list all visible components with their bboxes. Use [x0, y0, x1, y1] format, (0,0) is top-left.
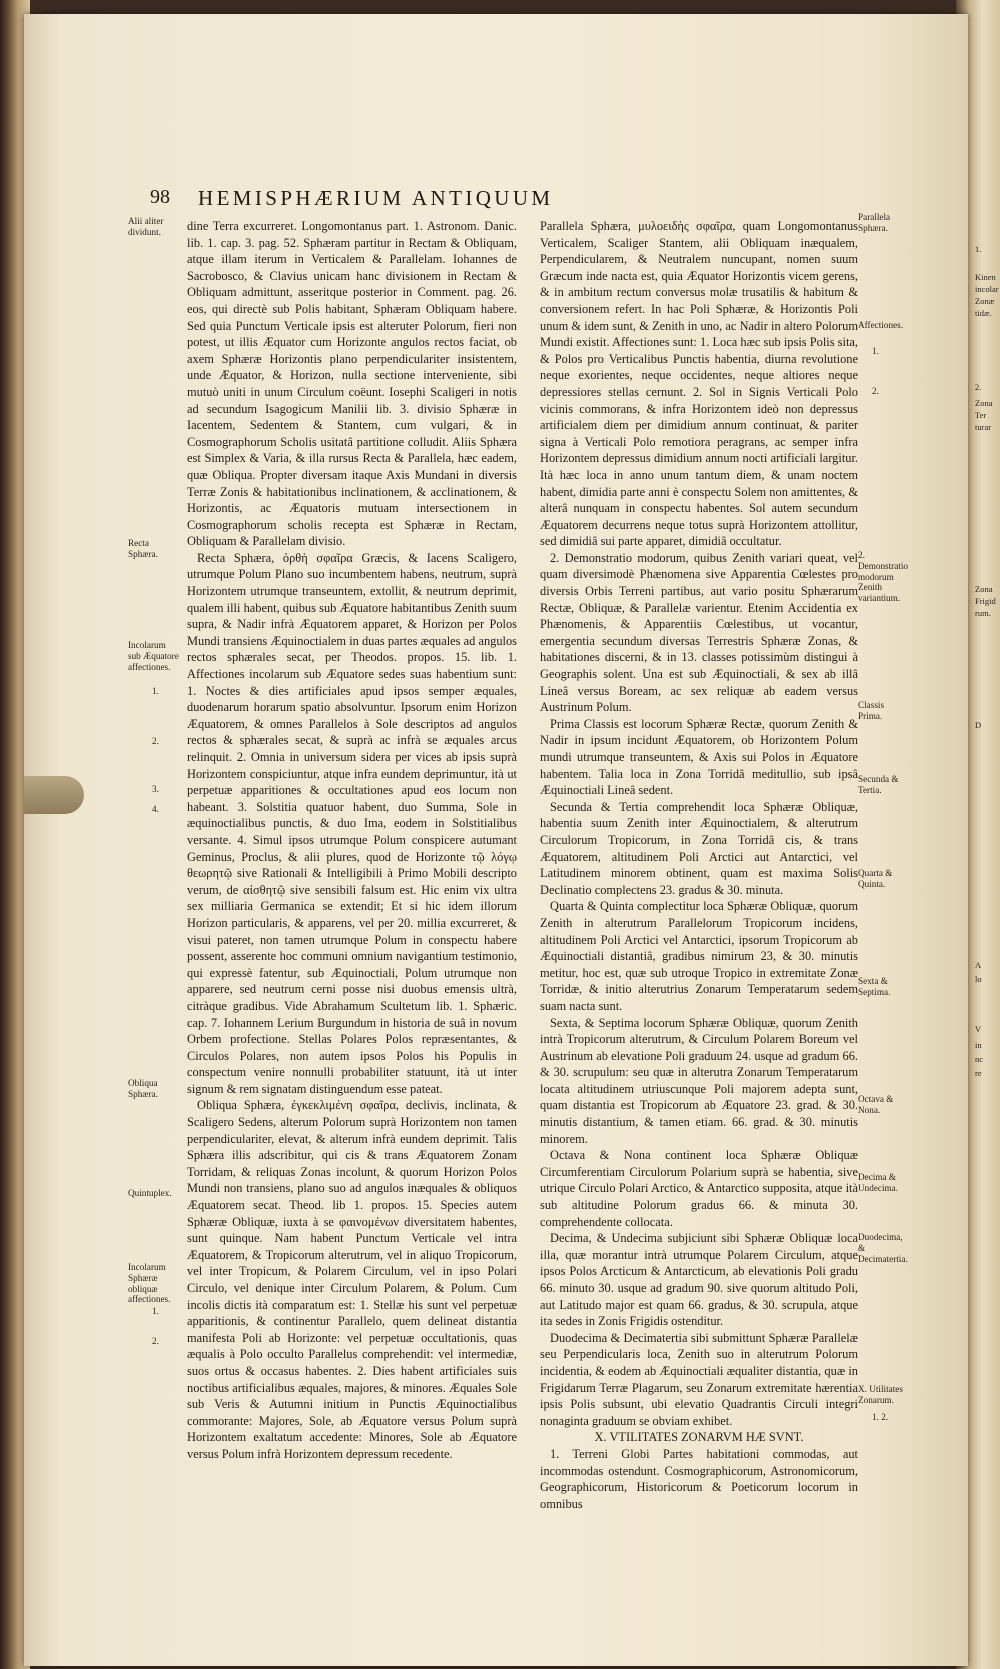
margin-note: 1. [152, 1306, 159, 1316]
margin-note: Parallela Sphæra. [858, 212, 891, 233]
margin-note: Sexta & Septima. [858, 976, 891, 997]
facing-page-fragment: re [975, 1068, 982, 1078]
right-paragraph: 2. Demonstratio modorum, quibus Zenith variari queat, vel quam diversimodè Phænomena sive Apparentia Cœlestes pro diversis Orbis Terreni partibus, aut vario positu Sphærarum Rectæ, Obliquæ, & Parallelæ varientur. Etenim Accidentia ex Phænomenis, & Apparentiis Cœlestibus, ut vocantur, emergentia secundum diversas Terrestris Sphæræ Zonas, & habitationes discerni, & in 13. classes potissimùm distingui à Geographis solent. Una est sub Æquinoctiali, & sex ab illâ Lineâ versus Boream, ac sex reliquæ ab eadem versus Austrinum Polum. [540, 550, 858, 715]
left-paragraph: dine Terra excurreret. Longomontanus part. 1. Astronom. Danic. lib. 1. cap. 3. pag. 52. Sphæram partitur in Rectam & Obliquam, atque illam iterum in Verticalem & Parallelam. Iohannes de Sacrobosco, & Clavius unicam hanc divisionem in Rectam & Obliquam admittunt, asseritque posterior in Comment. pag. 26. eos, qui directè sub Polis habitant, Sphæram Obliquam habere. Sed quia Punctum Verticale ipsis est alteruter Polorum, fieri non potest, ut illis Æquator cum Horizonte angulos rectos faciat, ob axem Sphæræ Horizontis plano perpendiculariter insistentem, unde Æquator, & Horizon, nulla sectione interveniente, sibi mutuò uniti in unum Circulum coëunt. Iosephi Scaligeri in notis ad secundum Isagogicum Manilii lib. 3. divisio Sphæræ in Iacentem, Sedentem & Stantem, cum vulgari, & in Cosmographorum Scholis usitatâ partitione colludit. Aliis Sphæra est Simplex & Varia, & illa rursus Recta & Parallela, hæc eadem, quæ Obliqua. Propter diversam itaque Axis Mundani in diversis Terræ Zonis & habitationibus inclinationem, & acclinationem, & Horizontis, ac Æquatoris mutuam intersectionem in Cosmographorum scholis recepta est Sphæræ in Rectam, Obliquam & Parallelam divisio. [187, 219, 517, 549]
facing-page-fragment: Frigid [975, 596, 996, 606]
margin-note: Quintuplex. [128, 1188, 172, 1198]
facing-page-fragment: incolar [975, 284, 999, 294]
page-header [150, 186, 750, 214]
margin-note: Alii aliter dividunt. [128, 216, 164, 237]
left-paragraph: Recta Sphæra, ὀρθὴ σφαῖρα Græcis, & Iacens Scaligero, utrumque Polum Plano suo incumbentem habens, neutrum, suprà Horizontem utrumque transeuntem, extollit, & neutrum deprimit, qualem illi habent, quibus sub Æquatore habitantibus Zenith suum supra, & Nadir infrà Æquatorem apparet, & Horizon per Polos Mundi transiens Æquinoctialem in duas partes æquales ad angulos rectos sphærales secat, per Theodos. propos. 15. lib. 1. Affectiones incolarum sub Æquatore sedes suas habentium sunt: 1. Noctes & dies artificiales apud ipsos semper æquales, duodenarum horarum spatio absolvuntur. Ipsorum enim Horizon Æquatorem, & omnes Parallelos à Sole descriptos ad angulos rectos & sphærales secat, & suprà ac infrà se æquales arcus relinquit. 2. Omnia in universum sidera per vices ab ipsis suprà Horizontem conspiciuntur, atque infra eundem deprimuntur, ità ut perpetuæ apparitiones & occultationes apud eos locum non habeant. 3. Solstitia quatuor habent, duo Summa, Sole in æquinoctialibus punctis, & duo Ima, eodem in Solstitialibus versante. 4. Simul ipsos utrumque Polum conspicere autumant Geminus, Proclus, & alii plures, quod de Horizonte τῷ λόγῳ θεωρητῷ sive Rationali & Intelligibili à Primo Mobili descripto verum, de αἰσθητῷ sive sensibili falsum est. Hic enim vix ultra sex milliaria Germanica se extendit; Et si hic idem illorum Horizon particularis, & apparens, vel per 20. millia excurreret, & visui pateret, non tamen utrumque Polum in conspectu habere possent, asserente hoc communi omnium navigantium testimonio, qui expressè fatentur, sub Æquinoctiali, Polum utrumque non apparere, sed neutrum cerni posse nisi duobus emensis ultrà, citràque gradibus. Vide Abrahamum Scultetum lib. 1. Sphæric. cap. 7. Iohannem Lerium Burgundum in historia de suâ in novum Orbem profectione. Stellas Polares Polos repræsentantes, & Circulos Polares, non autem ipsos Polos his Populis in conspectum venire nonnulli probabiliter statuunt, ità ut inter signum & rem signatam distinguendum esse pateat. [187, 550, 517, 1096]
margin-note: 3. [152, 784, 159, 794]
left-text-column [187, 218, 517, 1461]
margin-note: 2. [872, 386, 879, 396]
margin-note: Incolarum Sphæræ obliquæ affectiones. [128, 1262, 171, 1305]
margin-note: Decima & Undecima. [858, 1172, 899, 1193]
right-paragraph: Decima, & Undecima subjiciunt sibi Sphæræ Obliquæ loca illa, quæ morantur intrà utrumque Polarem Circulum, atque ipsos Polos Arcticum & Antarcticum, ab elevationis Poli gradu 66. minuto 30. usque ad gradum 90. sive quorum altitudo Poli, aut Latitudo major est quam 66. gradus, & 30. scrupula, atque ita sedes in Zonis Frigidis ostenditur. [540, 1231, 858, 1329]
margin-note: 4. [152, 804, 159, 814]
facing-page-fragment: Zona [975, 584, 993, 594]
margin-note: Affectiones. [858, 320, 903, 330]
right-text-column [540, 218, 858, 1511]
right-paragraph: Octava & Nona continent loca Sphæræ Obliquæ Circumferentiam Circulorum Polarium suprà se habentia, sive utrique Circulo Polari Arctico, & Antarctico supposita, atque ità sub altitudine Polorum gradus 66. & minuta 30. comprehendente collocata. [540, 1148, 858, 1229]
left-paragraph: Obliqua Sphæra, ἐγκεκλιμένη σφαῖρα, declivis, inclinata, & Scaligero Sedens, alterum Polorum suprà Horizontem non tamen perpendiculariter, elevat, & alterum infrà eundem deprimit. Talis Sphæra illis adscribitur, qui cis & trans Æquatorem Zonam Torridam, & reliquas Zonas incolunt, & quorum Horizon Polos Mundi non transiens, plano suo ad angulos inæquales & obliquos Æquatorem secat. Theod. lib 1. propos. 15. Species autem Sphæræ Obliquæ, iuxta à se φαινομένων diversitatem habentes, sunt quinque. Nam habent Punctum Verticale vel intra Æquatorem, & Tropicorum alterutrum, vel in aliquo Tropicorum, vel inter Tropicum, & Polarem Circulum, vel in ipso Polari Circulo, vel denique inter Circulum Polarem, & Polum. Cum incolis dictis ità comparatum est: 1. Stellæ his sunt vel perpetuæ apparitionis, & continentur Parallelo, quem delineat distantia manifesta Poli ab Horizonte: vel perpetuæ occultationis, quas æqualis à Polo occulto Parallelus comprehendit: vel intermediæ, suos ortus & occasus habentes. 2. Dies habent artificiales suis noctibus artificialibus æquales, majores, & minores. Æquales Sole sub Veris & Autumni initium in Punctis Æquinoctialibus commorante: Majores, Sole, ab Æquatore versus Polum suprà Horizontem exaltatum accedente: Minores, Sole ab Æquatore versus Polum infrà Horizontem depressum recedente. [187, 1098, 517, 1461]
margin-note: X. Utilitates Zonarum. [858, 1384, 903, 1405]
page-number: 98 [150, 186, 170, 208]
right-paragraph: Duodecima & Decimatertia sibi submittunt Sphæræ Parallelæ seu Perpendicularis loca, Zenith suo in alterutrum Polorum incidentia, & eodem ab Æquinoctiali æqualiter distantia, quæ in Frigidarum Terræ Plagarum, seu Zonarum extremitate hærentia ipsis Polis subsunt, ubi elevatio Quadrantis Circuli integri nonaginta graduum se obviam exhibet. [540, 1330, 858, 1428]
section-heading: X. VTILITATES ZONARVM HÆ SVNT. [594, 1430, 804, 1445]
facing-page-fragment: Zonæ [975, 296, 995, 306]
margin-note: Octava & Nona. [858, 1094, 894, 1115]
margin-note: Classis Prima. [858, 700, 885, 721]
facing-page-fragment: tidæ. [975, 308, 992, 318]
margin-note: 2. [152, 1336, 159, 1346]
margin-note: 1. 2. [872, 1412, 889, 1422]
right-paragraph: Sexta, & Septima locorum Sphæræ Obliquæ, quorum Zenith intrà Tropicorum alterutrum, & Circulum Polarem Boreum vel Austrinum ab elevatione Poli graduum 24. usque ad gradum 66. & 30. scrupulum: seu quæ in alterutra Zonarum Temperatarum locata altitudinem utriuscunque Poli majorem adepta sunt, quam distantia est Tropicorum ab Æquatore 23. grad. & 30. minutis distantium, & tamen etiam. 66. grad. & 30. minutis minorem. [540, 1015, 858, 1146]
facing-page-fragment: nc [975, 1054, 984, 1064]
facing-page-fragment: A [975, 960, 982, 970]
facing-page-fragment: D [975, 720, 982, 730]
facing-page-fragment: Ter [975, 410, 987, 420]
facing-page-fragment: in [975, 1040, 982, 1050]
margin-note: 2. [152, 736, 159, 746]
right-paragraph: Parallela Sphæra, μυλοειδὴς σφαῖρα, quam Longomontanus Verticalem, Scaliger Stantem, alii Obliquam inæqualem, Perpendicularem, & Neutralem nuncupant, nomen suum Græcum inde nacta est, quia Æquator Horizontis vicem gerens, & in ambitum rectum conversus molæ trusatilis & habitum & conversionem refert. In hac Poli Sphæræ, & Horizontis Poli unum & idem sunt, & Zenith in uno, ac Nadir in altero Polorum Mundi existit. Affectiones sunt: 1. Loca hæc sub ipsis Polis sita, & Polos pro Verticalibus Punctis habentia, diurna revolutione neque exorientes, neque occidentes, neque altiores neque depressiores stellas cernunt. 2. Sol in Signis Verticali Polo vicinis commorans, & infra Horizontem ideò non depressus artificialem diem per dimidium annum continuat, & pariter signa à Verticali Polo remotiora peragrans, ac semper infra Horizontem depressus dimidium annum nocti artificiali largitur. Ità hæc loca in anno unum tantum diem, & unam noctem habent, dimidia parte anni è conspectu Solem non amittentes, & alterâ nunquam in conspectu habentes. Sol autem secundum Æquatorem decurrens neque totus suprà Horizontem attollitur, sed dimidiâ sui parte apparet, dimidiâ occultatur. [540, 219, 858, 549]
margin-note: Duodecima, & Decimatertia. [858, 1232, 908, 1264]
margin-note: Secunda & Tertia. [858, 774, 899, 795]
right-paragraph: Prima Classis est locorum Sphæræ Rectæ, quorum Zenith & Nadir in ipsum incidunt Æquatorem, ob Horizontem Polum mundi utrumque transeuntem, & Axis sui Polos in Æquatore habentem. Talia loca in Zona Torridâ meditullio, sub ipsâ Æquinoctiali Lineâ sedent. [540, 716, 858, 798]
facing-page-fragment: V [975, 1024, 982, 1034]
margin-note: Incolarum sub Æquatore affectiones. [128, 640, 179, 672]
right-paragraph: Quarta & Quinta complectitur loca Sphæræ Obliquæ, quorum Zenith in alterutrum Parallelorum Tropicorum incidens, altitudinem Poli Arctici vel Antarctici, ipsorum Tropicorum ab Æquinoctiali distantiâ, gradibus nimirum 23, & 30. minutis metitur, hoc est, quæ sub utroque Tropico in extremitate Zonæ Torridæ, & initio alterutrius Zonarum Temperatarum sedem suam nacta sunt. [540, 899, 858, 1013]
facing-page-fragment: 2. [975, 382, 982, 392]
facing-page-fragment: turar [975, 422, 992, 432]
facing-page-fragment: lo [975, 974, 982, 984]
right-paragraph: 1. Terreni Globi Partes habitationi commodas, aut incommodas ostendunt. Cosmographicorum, Astronomicorum, Geographicorum, Historicorum & Poeticorum locorum in omnibus [540, 1446, 858, 1511]
margin-note: Obliqua Sphæra. [128, 1078, 158, 1099]
running-head: HEMISPHÆRIUM ANTIQUUM [198, 186, 554, 210]
margin-note: 2. Demonstratio modorum Zenith variantium. [858, 550, 909, 604]
right-paragraph: Secunda & Tertia comprehendit loca Sphæræ Obliquæ, habentia suum Zenith inter Æquinoctialem, & alterutrum Circulorum Tropicorum, in Zona Torridâ cis, & trans Æquatorem, altitudinem Poli Arctici aut Antarctici, vel Latitudinem minorem obtinent, quam est maxima Solis Declinatio complectens 23. gradus & 30. minuta. [540, 799, 858, 897]
facing-page-fragment: Zona [975, 398, 993, 408]
margin-note: Quarta & Quinta. [858, 868, 893, 889]
margin-note: Recta Sphæra. [128, 538, 158, 559]
page-tab-marker [24, 776, 84, 814]
facing-page-fragment: 1. [975, 244, 982, 254]
margin-note: 1. [872, 346, 879, 356]
facing-page-fragment: rum. [975, 608, 991, 618]
margin-note: 1. [152, 686, 159, 696]
facing-page-fragment: Kinen [975, 272, 996, 282]
